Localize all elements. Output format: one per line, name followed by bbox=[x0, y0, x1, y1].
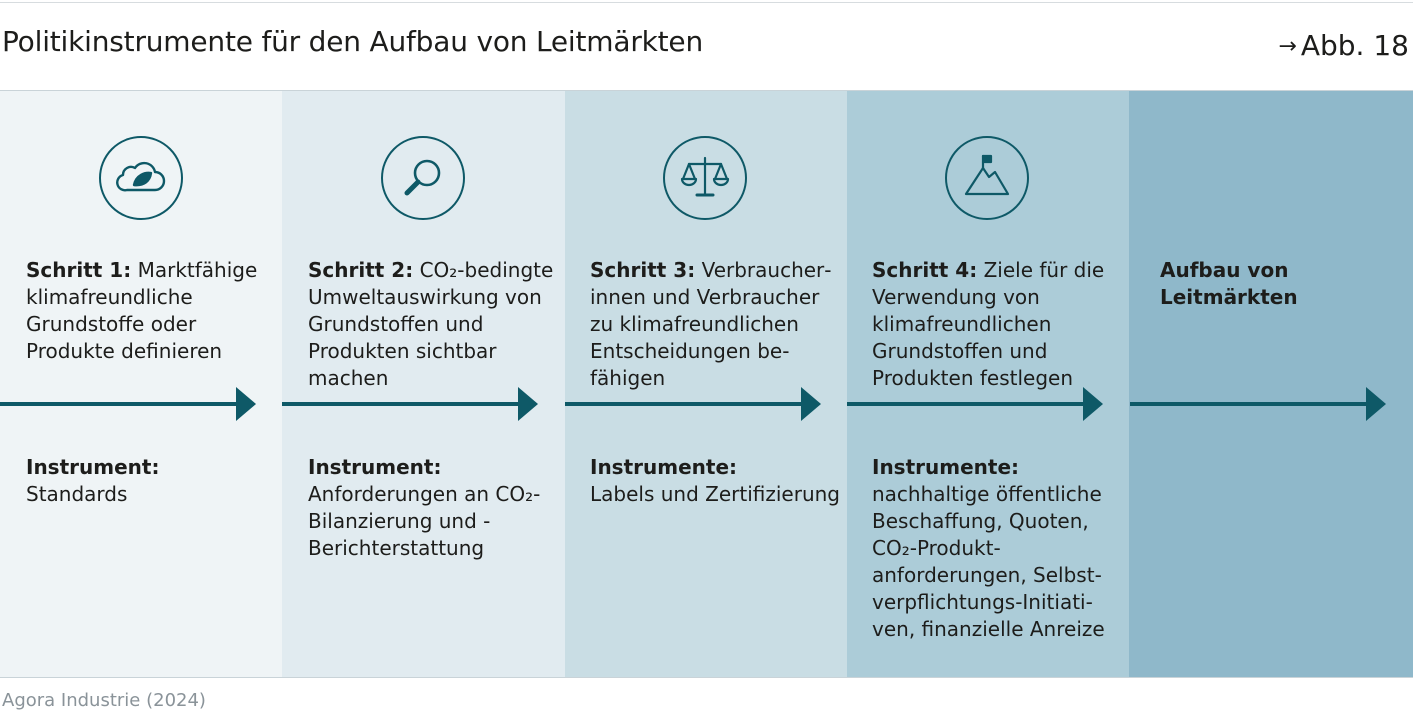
step-2-text: CO₂-bedingte Umweltauswirkung von Grundstoffen und Produkten sichtbar machen bbox=[308, 258, 554, 390]
step-2-instrument-text: Anforderungen an CO₂-Bilanzierung und -Berichterstattung bbox=[308, 482, 541, 560]
step-panel-4 bbox=[847, 91, 1129, 677]
step-1-instrument-text: Standards bbox=[26, 482, 128, 506]
step-4-instrument bbox=[872, 454, 1124, 643]
arrow-step-2 bbox=[282, 384, 540, 424]
step-3-description bbox=[590, 257, 840, 392]
step-panel-2 bbox=[282, 91, 565, 677]
step-1-description bbox=[26, 257, 276, 365]
step-3-instrument-text: Labels und Zertifizierung bbox=[590, 482, 840, 506]
step-3-instrument-label: Instrumente: bbox=[590, 455, 738, 479]
step-4-instrument-label: Instrumente: bbox=[872, 455, 1020, 479]
scales-icon bbox=[663, 136, 747, 220]
step-3-instrument bbox=[590, 454, 840, 508]
final-title-text: Aufbau von Leitmärkten bbox=[1160, 258, 1298, 309]
step-1-instrument bbox=[26, 454, 276, 508]
arrow-right-icon: → bbox=[1278, 34, 1297, 59]
mountain-flag-icon bbox=[945, 136, 1029, 220]
figure-number: Abb. 18 bbox=[1300, 29, 1409, 62]
arrow-step-4 bbox=[847, 384, 1105, 424]
step-4-text: Ziele für die Verwendung von klimafreundlichen Grundstoffen und Produkten festlegen bbox=[872, 258, 1105, 390]
step-3-text: Verbraucherinnen und Verbraucher zu klimafreundlichen Entscheidungen befähigen bbox=[590, 258, 832, 390]
cloud-leaf-icon bbox=[99, 136, 183, 220]
steps-diagram bbox=[0, 90, 1413, 678]
step-4-instrument-text: nachhaltige öffentliche Beschaffung, Quoten, CO₂-Produktanforderungen, Selbstverpflichtungs-Initiativen, finanzielle Anreize bbox=[872, 482, 1105, 641]
step-2-instrument bbox=[308, 454, 558, 562]
step-1-text: Marktfähige klimafreundliche Grundstoffe oder Produkte definieren bbox=[26, 258, 258, 363]
final-title bbox=[1160, 257, 1320, 311]
step-3-title: Schritt 3: bbox=[590, 258, 696, 282]
step-2-description bbox=[308, 257, 558, 392]
source-note: Agora Industrie (2024) bbox=[2, 690, 206, 711]
magnifier-icon bbox=[381, 136, 465, 220]
step-panel-3 bbox=[565, 91, 847, 677]
step-panel-1 bbox=[0, 91, 282, 677]
figure-reference bbox=[1278, 28, 1409, 65]
figure-title: Politikinstrumente für den Aufbau von Leitmärkten bbox=[2, 25, 704, 58]
step-4-title: Schritt 4: bbox=[872, 258, 978, 282]
step-1-title: Schritt 1: bbox=[26, 258, 132, 282]
step-1-instrument-label: Instrument: bbox=[26, 455, 160, 479]
arrow-step-3 bbox=[565, 384, 823, 424]
step-4-description bbox=[872, 257, 1122, 392]
arrow-step-1 bbox=[0, 384, 258, 424]
step-2-instrument-label: Instrument: bbox=[308, 455, 442, 479]
arrow-final bbox=[1130, 384, 1388, 424]
step-2-title: Schritt 2: bbox=[308, 258, 414, 282]
final-panel bbox=[1129, 91, 1413, 677]
top-rule bbox=[0, 2, 1413, 3]
